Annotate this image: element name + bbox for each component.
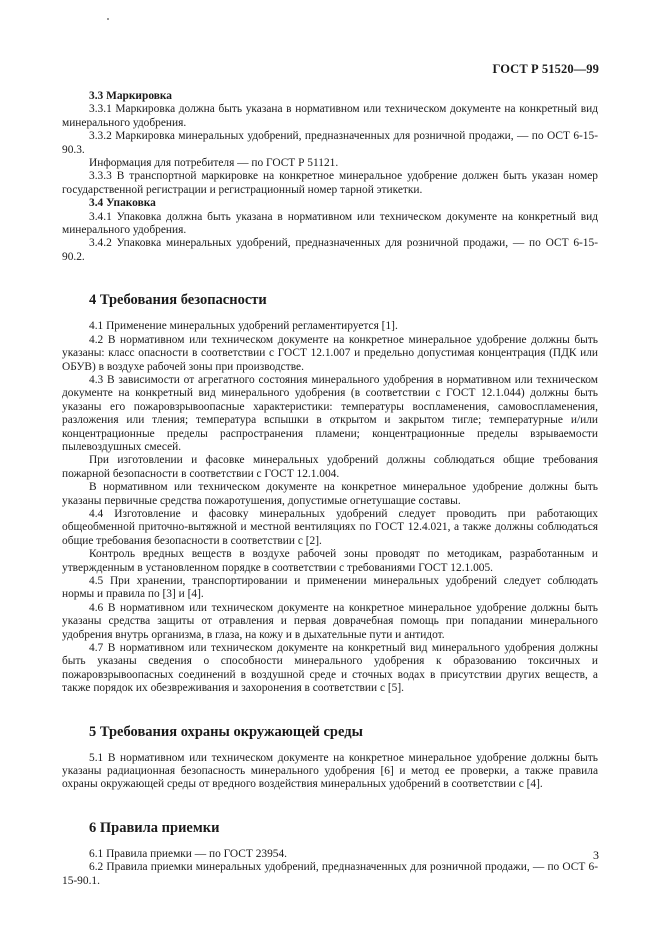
subsection-heading-3-3: 3.3 Маркировка: [89, 90, 172, 102]
paragraph-6-2: 6.2 Правила приемки минеральных удобрений, предназначенных для розничной продажи, — по ОСТ 6-15-90.1.: [62, 861, 598, 887]
paragraph-4-7: 4.7 В нормативном или техническом документе на конкретный вид минерального удобрения должны быть указаны сведения о способности минерального удобрения к образованию токсичных и пожаровзрывоопасных соединений в воздушной среде и сточных водах в присутствии других веществ, а также порядок их обезвреживания и захоронения в соответствии с [5].: [62, 642, 598, 695]
paragraph-4-2: 4.2 В нормативном или техническом документе на конкретное минеральное удобрение должны быть указаны: класс опасности в соответствии с ГОСТ 12.1.007 и предельно допустимая концентрация (ПДК или ОБУВ) в воздухе рабочей зоны при производстве.: [62, 333, 598, 373]
paragraph-3-3-1: 3.3.1 Маркировка должна быть указана в нормативном или техническом документе на конкретный вид минерального удобрения.: [62, 103, 598, 129]
standard-code-header: ГОСТ Р 51520—99: [492, 62, 599, 76]
paragraph-4-4: 4.4 Изготовление и фасовку минеральных удобрений следует проводить при работающих общеобменной приточно-вытяжной и местной вентиляциях по ГОСТ 12.4.021, а также должны соблюдаться общие требования безопасности в соответствии с [2].: [62, 507, 598, 547]
paragraph-4-4-control: Контроль вредных веществ в воздухе рабочей зоны проводят по методикам, разработанным и утвержденным в установленном порядке в соответствии с требованиями ГОСТ 12.1.005.: [62, 548, 598, 574]
paragraph-4-3-fire-safety: При изготовлении и фасовке минеральных удобрений должны соблюдаться общие требования пожарной безопасности в соответствии с ГОСТ 12.1.004.: [62, 454, 598, 480]
section-heading-5: 5 Требования охраны окружающей среды: [89, 723, 363, 740]
section-heading-6: 6 Правила приемки: [89, 819, 220, 836]
section-heading-4: 4 Требования безопасности: [89, 292, 267, 309]
paragraph-3-4-2: 3.4.2 Упаковка минеральных удобрений, предназначенных для розничной продажи, — по ОСТ 6-15-90.2.: [62, 237, 598, 263]
paragraph-consumer-info: Информация для потребителя — по ГОСТ Р 51121.: [89, 157, 339, 170]
subsection-heading-3-4: 3.4 Упаковка: [89, 197, 156, 210]
paragraph-3-4-1: 3.4.1 Упаковка должна быть указана в нормативном или техническом документе на конкретный вид минерального удобрения.: [62, 210, 598, 237]
paragraph-4-5: 4.5 При хранении, транспортировании и применении минеральных удобрений следует соблюдать нормы и правила по [3] и [4].: [62, 575, 598, 601]
paragraph-3-3-2: 3.3.2 Маркировка минеральных удобрений, предназначенных для розничной продажи, — по ОСТ 6-15-90.3.: [62, 130, 598, 156]
paragraph-4-3-extinguishing: В нормативном или техническом документе на конкретное минеральное удобрение должны быть указаны первичные средства пожаротушения, допустимые огнетушащие составы.: [62, 481, 598, 507]
paragraph-4-3: 4.3 В зависимости от агрегатного состояния минерального удобрения в нормативном или техническом документе на конкретный вид минерального удобрения (в соответствии с ГОСТ 12.1.044) должны быть указаны его пожаровзрывоопасные характеристики: температуры воспламенения, самовоспламенения, разложения или тления; температура вспышки в открытом и закрытом тигле; температурные и/или концентрационные пределы распространения пламени; концентрационные пределы взрываемости пылевоздушных смесей.: [62, 373, 598, 453]
paragraph-4-6: 4.6 В нормативном или техническом документе на конкретное минеральное удобрение должны быть указаны средства защиты от отравления и первая доврачебная помощь при попадании минерального удобрения внутрь организма, в глаза, на кожу и в дыхательные пути и антидот.: [62, 601, 598, 641]
scan-speck: [107, 18, 109, 20]
paragraph-4-1: 4.1 Применение минеральных удобрений регламентируется [1].: [89, 320, 398, 333]
paragraph-3-3-3: 3.3.3 В транспортной маркировке на конкретное минеральное удобрение должен быть указан номер государственной регистрации и регистрационный номер тарной этикетки.: [62, 170, 598, 196]
document-body: [62, 90, 598, 888]
paragraph-5-1: 5.1 В нормативном или техническом документе на конкретное минеральное удобрение должны быть указаны радиационная безопасность минерального удобрения [6] и метод ее проверки, а также правила охраны окружающей среды от вредного воздействия минеральных удобрений в соответствии с [4].: [62, 751, 598, 791]
page-number: 3: [593, 848, 599, 862]
paragraph-6-1: 6.1 Правила приемки — по ГОСТ 23954.: [89, 847, 288, 860]
